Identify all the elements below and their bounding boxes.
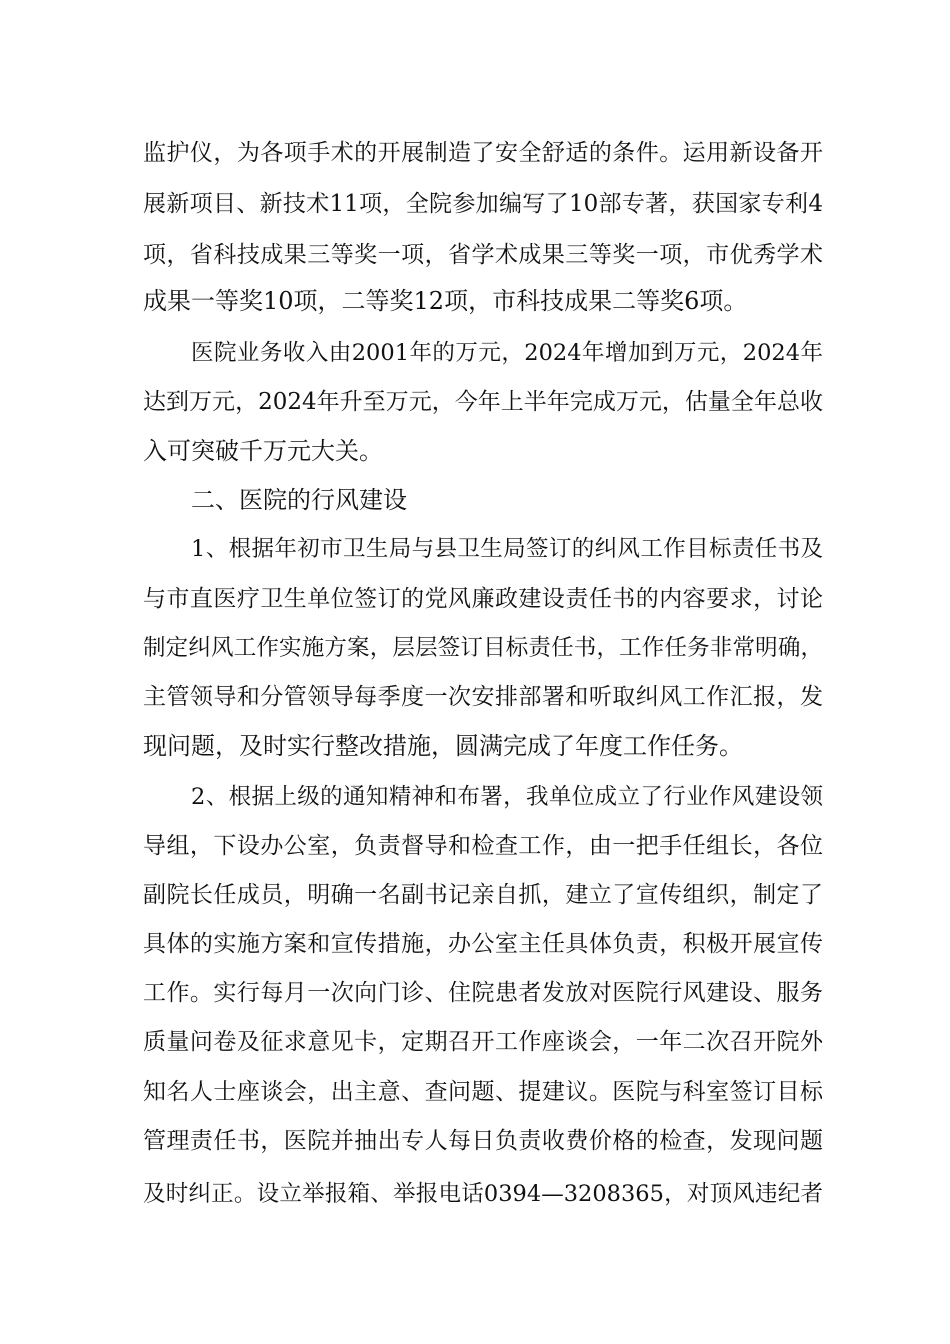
- section-heading: 二、医院的行风建设: [191, 486, 407, 514]
- paragraph-line: 成果一等奖10项，二等奖12项，市科技成果二等奖6项。: [143, 287, 748, 315]
- paragraph-line: 及时纠正。设立举报箱、举报电话0394—3208365，对顶风违纪者: [143, 1181, 823, 1207]
- paragraph-line: 2、根据上级的通知精神和布署，我单位成立了行业作风建设领: [191, 784, 823, 810]
- paragraph-line: 主管领导和分管领导每季度一次安排部署和听取纠风工作汇报，发: [143, 684, 823, 710]
- paragraph-line: 工作。实行每月一次向门诊、住院患者发放对医院行风建设、服务: [143, 980, 823, 1006]
- paragraph-line: 质量问卷及征求意见卡，定期召开工作座谈会，一年二次召开院外: [143, 1029, 823, 1055]
- paragraph-line: 达到万元，2024年升至万元，今年上半年完成万元，估量全年总收: [143, 389, 823, 415]
- paragraph-line: 1、根据年初市卫生局与县卫生局签订的纠风工作目标责任书及: [191, 536, 823, 562]
- paragraph-line: 项，省科技成果三等奖一项，省学术成果三等奖一项，市优秀学术: [143, 242, 823, 268]
- paragraph-line: 入可突破千万元大关。: [143, 437, 383, 465]
- paragraph-line: 监护仪，为各项手术的开展制造了安全舒适的条件。运用新设备开: [143, 140, 823, 166]
- paragraph-line: 制定纠风工作实施方案，层层签订目标责任书，工作任务非常明确，: [143, 635, 823, 661]
- paragraph-line: 副院长任成员，明确一名副书记亲自抓，建立了宣传组织，制定了: [143, 882, 823, 908]
- paragraph-line: 医院业务收入由2001年的万元，2024年增加到万元，2024年: [191, 340, 823, 366]
- paragraph-line: 知名人士座谈会，出主意、查问题、提建议。医院与科室签订目标: [143, 1079, 823, 1105]
- paragraph-line: 导组，下设办公室，负责督导和检查工作，由一把手任组长，各位: [143, 833, 823, 859]
- paragraph-line: 展新项目、新技术11项，全院参加编写了10部专著，获国家专利4: [143, 191, 823, 217]
- paragraph-line: 具体的实施方案和宣传措施，办公室主任具体负责，积极开展宣传: [143, 931, 823, 957]
- paragraph-line: 管理责任书，医院并抽出专人每日负责收费价格的检查，发现问题: [143, 1128, 823, 1154]
- paragraph-line: 与市直医疗卫生单位签订的党风廉政建设责任书的内容要求，讨论: [143, 586, 823, 612]
- paragraph-line: 现问题，及时实行整改措施，圆满完成了年度工作任务。: [143, 732, 743, 760]
